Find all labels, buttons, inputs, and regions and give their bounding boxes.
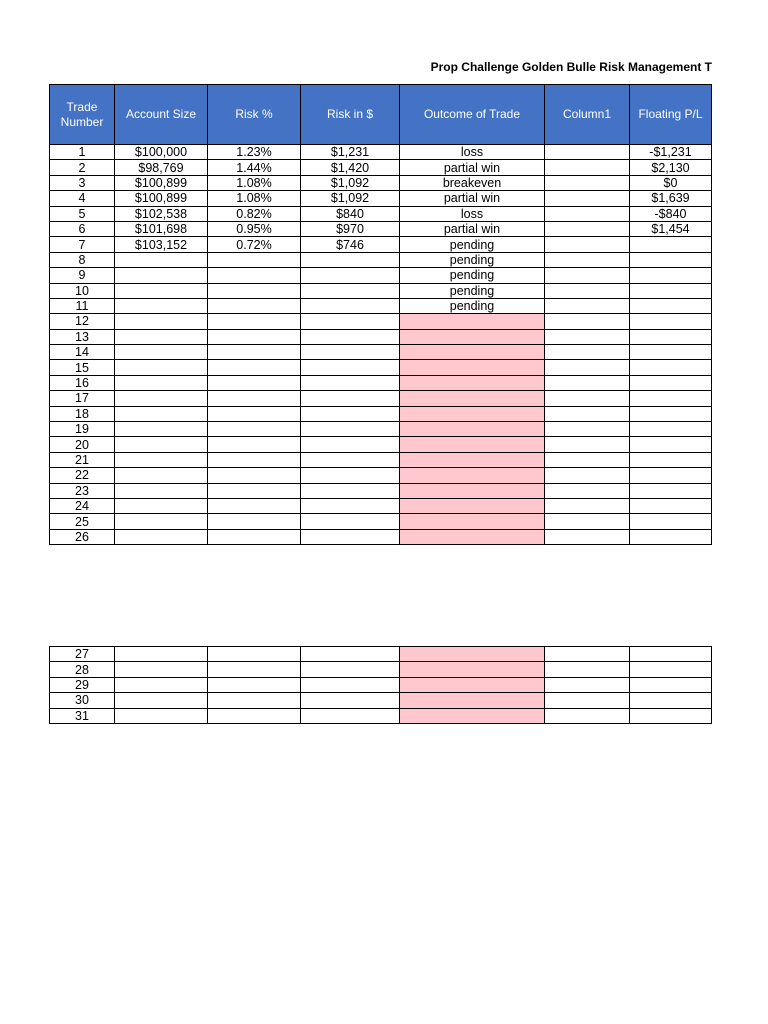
cell-account-size[interactable] <box>115 406 208 421</box>
cell-column1[interactable] <box>545 221 630 236</box>
cell-account-size[interactable] <box>115 498 208 513</box>
trade-table <box>49 84 712 545</box>
cell-risk-dollars[interactable] <box>301 468 400 483</box>
cell-outcome[interactable]: pending <box>400 252 545 267</box>
table-row <box>50 406 712 421</box>
cell-account-size[interactable] <box>115 422 208 437</box>
cell-column1[interactable] <box>545 498 630 513</box>
cell-account-size[interactable]: $98,769 <box>115 160 208 175</box>
cell-risk-dollars[interactable]: $1,092 <box>301 191 400 206</box>
cell-floating-pl[interactable]: -$1,231 <box>630 145 712 160</box>
cell-account-size[interactable]: $100,899 <box>115 175 208 190</box>
table-row <box>50 360 712 375</box>
cell-floating-pl[interactable] <box>630 391 712 406</box>
cell-floating-pl[interactable] <box>630 360 712 375</box>
table-row <box>50 647 712 662</box>
cell-risk-dollars[interactable] <box>301 452 400 467</box>
cell-account-size[interactable] <box>115 375 208 390</box>
cell-floating-pl[interactable]: $2,130 <box>630 160 712 175</box>
cell-risk-percent[interactable] <box>208 345 301 360</box>
table-row <box>50 452 712 467</box>
cell-floating-pl[interactable] <box>630 252 712 267</box>
cell-risk-percent[interactable] <box>208 375 301 390</box>
cell-risk-percent[interactable] <box>208 452 301 467</box>
cell-column1[interactable] <box>545 283 630 298</box>
cell-outcome[interactable] <box>400 406 545 421</box>
cell-risk-percent[interactable] <box>208 329 301 344</box>
table-row <box>50 375 712 390</box>
cell-column1[interactable] <box>545 708 630 723</box>
cell-risk-dollars[interactable]: $1,092 <box>301 175 400 190</box>
cell-account-size[interactable] <box>115 483 208 498</box>
cell-column1[interactable] <box>545 175 630 190</box>
cell-account-size[interactable] <box>115 468 208 483</box>
table-row <box>50 314 712 329</box>
cell-outcome[interactable] <box>400 498 545 513</box>
cell-floating-pl[interactable] <box>630 498 712 513</box>
cell-risk-percent[interactable]: 0.82% <box>208 206 301 221</box>
table-row <box>50 252 712 267</box>
cell-risk-percent[interactable] <box>208 498 301 513</box>
cell-risk-percent[interactable] <box>208 514 301 529</box>
table-row <box>50 498 712 513</box>
cell-trade-number[interactable]: 2 <box>50 160 115 175</box>
cell-column1[interactable] <box>545 298 630 313</box>
cell-floating-pl[interactable] <box>630 345 712 360</box>
cell-trade-number[interactable]: 7 <box>50 237 115 252</box>
header-outcome[interactable]: Outcome of Trade <box>400 85 545 145</box>
cell-account-size[interactable] <box>115 514 208 529</box>
cell-column1[interactable] <box>545 693 630 708</box>
cell-account-size[interactable] <box>115 452 208 467</box>
cell-column1[interactable] <box>545 468 630 483</box>
cell-column1[interactable] <box>545 406 630 421</box>
cell-trade-number[interactable]: 17 <box>50 391 115 406</box>
cell-risk-percent[interactable] <box>208 693 301 708</box>
cell-column1[interactable] <box>545 360 630 375</box>
cell-account-size[interactable]: $103,152 <box>115 237 208 252</box>
cell-risk-dollars[interactable]: $1,420 <box>301 160 400 175</box>
cell-account-size[interactable] <box>115 268 208 283</box>
table-row <box>50 345 712 360</box>
cell-account-size[interactable] <box>115 391 208 406</box>
cell-risk-percent[interactable]: 1.23% <box>208 145 301 160</box>
cell-column1[interactable] <box>545 268 630 283</box>
cell-outcome[interactable] <box>400 452 545 467</box>
cell-risk-percent[interactable] <box>208 360 301 375</box>
cell-column1[interactable] <box>545 483 630 498</box>
cell-outcome[interactable] <box>400 483 545 498</box>
cell-risk-percent[interactable]: 0.72% <box>208 237 301 252</box>
cell-trade-number[interactable]: 19 <box>50 422 115 437</box>
cell-account-size[interactable]: $100,899 <box>115 191 208 206</box>
cell-risk-dollars[interactable] <box>301 406 400 421</box>
cell-outcome[interactable]: loss <box>400 206 545 221</box>
table-row <box>50 268 712 283</box>
cell-outcome[interactable] <box>400 647 545 662</box>
cell-trade-number[interactable]: 23 <box>50 483 115 498</box>
cell-floating-pl[interactable]: -$840 <box>630 206 712 221</box>
cell-outcome[interactable] <box>400 529 545 544</box>
table-row <box>50 483 712 498</box>
cell-floating-pl[interactable] <box>630 375 712 390</box>
cell-trade-number[interactable]: 24 <box>50 498 115 513</box>
cell-floating-pl[interactable] <box>630 452 712 467</box>
cell-floating-pl[interactable] <box>630 237 712 252</box>
cell-trade-number[interactable]: 29 <box>50 677 115 692</box>
cell-trade-number[interactable]: 14 <box>50 345 115 360</box>
cell-outcome[interactable]: partial win <box>400 191 545 206</box>
table-row <box>50 160 712 175</box>
cell-column1[interactable] <box>545 391 630 406</box>
cell-column1[interactable] <box>545 422 630 437</box>
cell-outcome[interactable] <box>400 437 545 452</box>
cell-floating-pl[interactable]: $1,454 <box>630 221 712 236</box>
cell-account-size[interactable] <box>115 360 208 375</box>
cell-floating-pl[interactable] <box>630 529 712 544</box>
cell-risk-percent[interactable] <box>208 406 301 421</box>
header-account-size[interactable]: Account Size <box>115 85 208 145</box>
cell-risk-dollars[interactable] <box>301 268 400 283</box>
cell-outcome[interactable] <box>400 345 545 360</box>
cell-risk-percent[interactable] <box>208 283 301 298</box>
cell-risk-percent[interactable]: 1.44% <box>208 160 301 175</box>
cell-floating-pl[interactable] <box>630 468 712 483</box>
cell-trade-number[interactable]: 25 <box>50 514 115 529</box>
cell-floating-pl[interactable] <box>630 647 712 662</box>
cell-outcome[interactable]: pending <box>400 283 545 298</box>
cell-floating-pl[interactable] <box>630 437 712 452</box>
cell-risk-dollars[interactable] <box>301 345 400 360</box>
cell-outcome[interactable] <box>400 468 545 483</box>
cell-trade-number[interactable]: 10 <box>50 283 115 298</box>
cell-trade-number[interactable]: 30 <box>50 693 115 708</box>
cell-risk-dollars[interactable] <box>301 498 400 513</box>
cell-risk-percent[interactable] <box>208 662 301 677</box>
cell-trade-number[interactable]: 3 <box>50 175 115 190</box>
cell-floating-pl[interactable] <box>630 406 712 421</box>
cell-risk-dollars[interactable]: $1,231 <box>301 145 400 160</box>
cell-outcome[interactable] <box>400 314 545 329</box>
table-row <box>50 514 712 529</box>
cell-column1[interactable] <box>545 329 630 344</box>
cell-risk-dollars[interactable] <box>301 329 400 344</box>
cell-risk-dollars[interactable] <box>301 529 400 544</box>
cell-trade-number[interactable]: 16 <box>50 375 115 390</box>
cell-outcome[interactable]: partial win <box>400 221 545 236</box>
cell-risk-percent[interactable] <box>208 468 301 483</box>
table-row <box>50 283 712 298</box>
header-floating-pl[interactable]: Floating P/L <box>630 85 712 145</box>
cell-risk-dollars[interactable] <box>301 677 400 692</box>
cell-column1[interactable] <box>545 345 630 360</box>
cell-risk-dollars[interactable] <box>301 298 400 313</box>
table-row <box>50 693 712 708</box>
header-row <box>50 85 712 145</box>
header-risk-percent[interactable]: Risk % <box>208 85 301 145</box>
cell-risk-percent[interactable] <box>208 391 301 406</box>
cell-risk-percent[interactable]: 1.08% <box>208 191 301 206</box>
cell-column1[interactable] <box>545 375 630 390</box>
cell-risk-percent[interactable] <box>208 708 301 723</box>
cell-trade-number[interactable]: 13 <box>50 329 115 344</box>
cell-column1[interactable] <box>545 514 630 529</box>
cell-account-size[interactable]: $102,538 <box>115 206 208 221</box>
cell-risk-dollars[interactable] <box>301 375 400 390</box>
table-row <box>50 662 712 677</box>
cell-floating-pl[interactable]: $1,639 <box>630 191 712 206</box>
cell-risk-dollars[interactable] <box>301 252 400 267</box>
cell-outcome[interactable] <box>400 360 545 375</box>
cell-floating-pl[interactable] <box>630 268 712 283</box>
cell-trade-number[interactable]: 9 <box>50 268 115 283</box>
cell-trade-number[interactable]: 21 <box>50 452 115 467</box>
cell-risk-dollars[interactable] <box>301 422 400 437</box>
cell-column1[interactable] <box>545 452 630 467</box>
cell-risk-dollars[interactable] <box>301 647 400 662</box>
cell-risk-dollars[interactable] <box>301 314 400 329</box>
cell-floating-pl[interactable] <box>630 514 712 529</box>
cell-trade-number[interactable]: 4 <box>50 191 115 206</box>
trade-table-continued <box>49 646 712 724</box>
cell-trade-number[interactable]: 15 <box>50 360 115 375</box>
cell-risk-percent[interactable] <box>208 483 301 498</box>
cell-outcome[interactable] <box>400 693 545 708</box>
cell-column1[interactable] <box>545 529 630 544</box>
cell-risk-dollars[interactable] <box>301 708 400 723</box>
cell-outcome[interactable] <box>400 662 545 677</box>
cell-floating-pl[interactable] <box>630 283 712 298</box>
cell-trade-number[interactable]: 20 <box>50 437 115 452</box>
cell-account-size[interactable] <box>115 314 208 329</box>
cell-risk-dollars[interactable] <box>301 391 400 406</box>
table-row <box>50 708 712 723</box>
cell-trade-number[interactable]: 18 <box>50 406 115 421</box>
cell-risk-dollars[interactable] <box>301 437 400 452</box>
cell-outcome[interactable]: loss <box>400 145 545 160</box>
cell-trade-number[interactable]: 31 <box>50 708 115 723</box>
cell-outcome[interactable] <box>400 708 545 723</box>
cell-risk-percent[interactable] <box>208 677 301 692</box>
table-row <box>50 329 712 344</box>
sheet-title: Prop Challenge Golden Bulle Risk Management T <box>430 60 712 74</box>
cell-trade-number[interactable]: 22 <box>50 468 115 483</box>
cell-account-size[interactable] <box>115 647 208 662</box>
cell-risk-percent[interactable] <box>208 422 301 437</box>
cell-risk-percent[interactable]: 1.08% <box>208 175 301 190</box>
cell-trade-number[interactable]: 6 <box>50 221 115 236</box>
cell-account-size[interactable] <box>115 708 208 723</box>
table-row <box>50 175 712 190</box>
cell-column1[interactable] <box>545 252 630 267</box>
cell-account-size[interactable] <box>115 677 208 692</box>
cell-trade-number[interactable]: 28 <box>50 662 115 677</box>
cell-floating-pl[interactable] <box>630 693 712 708</box>
cell-risk-percent[interactable] <box>208 314 301 329</box>
table-row <box>50 468 712 483</box>
cell-risk-percent[interactable] <box>208 529 301 544</box>
table-row <box>50 677 712 692</box>
cell-floating-pl[interactable] <box>630 329 712 344</box>
cell-trade-number[interactable]: 27 <box>50 647 115 662</box>
cell-column1[interactable] <box>545 145 630 160</box>
cell-floating-pl[interactable] <box>630 298 712 313</box>
cell-risk-dollars[interactable]: $970 <box>301 221 400 236</box>
cell-column1[interactable] <box>545 237 630 252</box>
table-row <box>50 298 712 313</box>
table-row <box>50 437 712 452</box>
cell-risk-percent[interactable] <box>208 298 301 313</box>
cell-account-size[interactable] <box>115 252 208 267</box>
cell-outcome[interactable] <box>400 677 545 692</box>
cell-column1[interactable] <box>545 191 630 206</box>
cell-risk-dollars[interactable]: $746 <box>301 237 400 252</box>
cell-risk-dollars[interactable] <box>301 283 400 298</box>
cell-risk-dollars[interactable]: $840 <box>301 206 400 221</box>
cell-outcome[interactable] <box>400 391 545 406</box>
table-row <box>50 221 712 236</box>
cell-outcome[interactable]: partial win <box>400 160 545 175</box>
cell-floating-pl[interactable] <box>630 677 712 692</box>
cell-risk-percent[interactable] <box>208 252 301 267</box>
cell-floating-pl[interactable] <box>630 708 712 723</box>
cell-risk-dollars[interactable] <box>301 360 400 375</box>
cell-floating-pl[interactable] <box>630 314 712 329</box>
cell-account-size[interactable] <box>115 529 208 544</box>
cell-account-size[interactable]: $100,000 <box>115 145 208 160</box>
cell-outcome[interactable]: breakeven <box>400 175 545 190</box>
cell-outcome[interactable]: pending <box>400 268 545 283</box>
cell-floating-pl[interactable] <box>630 483 712 498</box>
cell-floating-pl[interactable]: $0 <box>630 175 712 190</box>
table-row <box>50 237 712 252</box>
cell-account-size[interactable] <box>115 662 208 677</box>
cell-trade-number[interactable]: 26 <box>50 529 115 544</box>
cell-risk-dollars[interactable] <box>301 483 400 498</box>
cell-account-size[interactable] <box>115 437 208 452</box>
cell-risk-dollars[interactable] <box>301 693 400 708</box>
cell-floating-pl[interactable] <box>630 422 712 437</box>
cell-risk-percent[interactable] <box>208 647 301 662</box>
cell-account-size[interactable] <box>115 329 208 344</box>
cell-account-size[interactable] <box>115 345 208 360</box>
cell-trade-number[interactable]: 11 <box>50 298 115 313</box>
cell-trade-number[interactable]: 8 <box>50 252 115 267</box>
cell-trade-number[interactable]: 12 <box>50 314 115 329</box>
cell-column1[interactable] <box>545 314 630 329</box>
cell-risk-percent[interactable]: 0.95% <box>208 221 301 236</box>
cell-outcome[interactable] <box>400 375 545 390</box>
cell-outcome[interactable]: pending <box>400 298 545 313</box>
cell-column1[interactable] <box>545 677 630 692</box>
header-risk-dollars[interactable]: Risk in $ <box>301 85 400 145</box>
table-row <box>50 191 712 206</box>
cell-account-size[interactable]: $101,698 <box>115 221 208 236</box>
header-column1[interactable]: Column1 <box>545 85 630 145</box>
cell-column1[interactable] <box>545 437 630 452</box>
cell-trade-number[interactable]: 1 <box>50 145 115 160</box>
table-row <box>50 422 712 437</box>
cell-floating-pl[interactable] <box>630 662 712 677</box>
cell-outcome[interactable]: pending <box>400 237 545 252</box>
cell-account-size[interactable] <box>115 283 208 298</box>
cell-column1[interactable] <box>545 647 630 662</box>
cell-column1[interactable] <box>545 662 630 677</box>
cell-risk-percent[interactable] <box>208 437 301 452</box>
cell-outcome[interactable] <box>400 422 545 437</box>
cell-column1[interactable] <box>545 160 630 175</box>
cell-outcome[interactable] <box>400 514 545 529</box>
cell-account-size[interactable] <box>115 298 208 313</box>
table-row <box>50 391 712 406</box>
cell-account-size[interactable] <box>115 693 208 708</box>
cell-column1[interactable] <box>545 206 630 221</box>
cell-risk-dollars[interactable] <box>301 662 400 677</box>
cell-outcome[interactable] <box>400 329 545 344</box>
table-row <box>50 529 712 544</box>
table-row <box>50 145 712 160</box>
cell-risk-percent[interactable] <box>208 268 301 283</box>
cell-trade-number[interactable]: 5 <box>50 206 115 221</box>
header-trade-number[interactable]: Trade Number <box>50 85 115 145</box>
cell-risk-dollars[interactable] <box>301 514 400 529</box>
table-row <box>50 206 712 221</box>
